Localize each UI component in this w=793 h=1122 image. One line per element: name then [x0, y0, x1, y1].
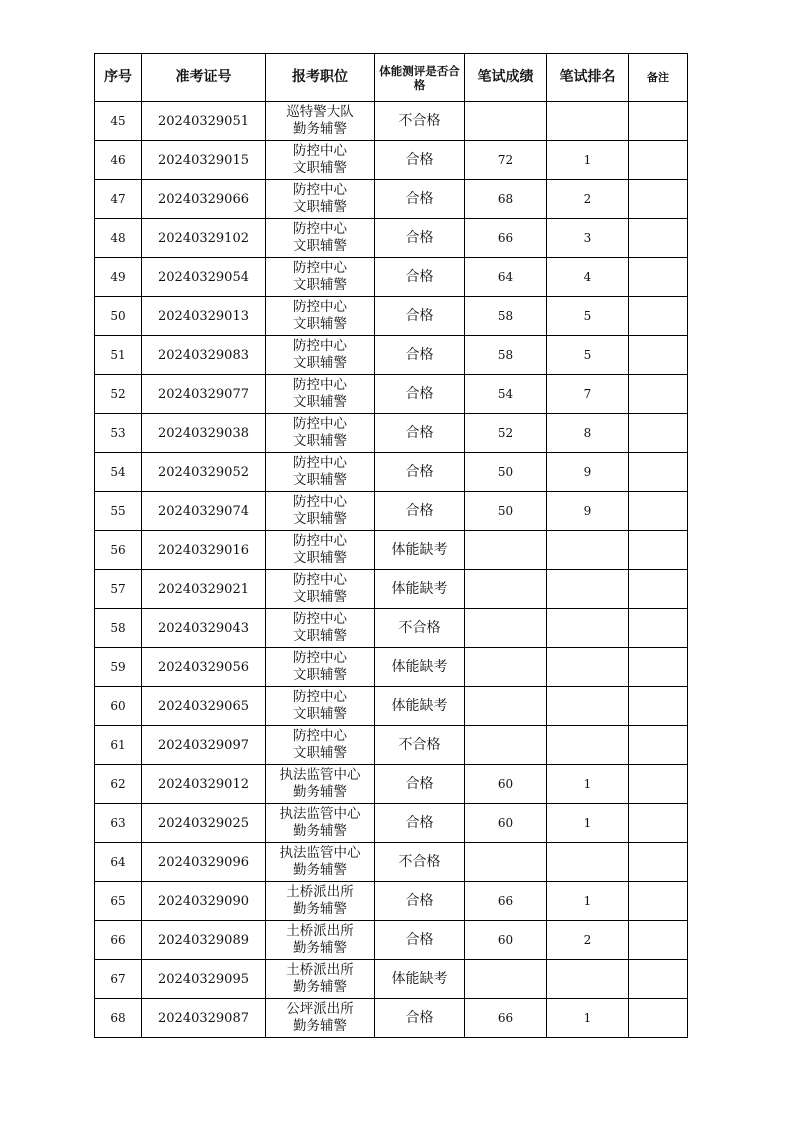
cell-note — [629, 297, 688, 336]
cell-physical: 体能缺考 — [375, 531, 465, 570]
cell-physical: 合格 — [375, 492, 465, 531]
position-role: 文职辅警 — [293, 550, 347, 566]
cell-position — [266, 180, 375, 219]
position-unit: 防控中心 — [293, 416, 347, 432]
cell-note — [629, 219, 688, 258]
cell-note — [629, 843, 688, 882]
cell-position — [266, 882, 375, 921]
cell-exam-id: 20240329051 — [142, 102, 266, 141]
table-row — [95, 375, 688, 414]
cell-position — [266, 531, 375, 570]
cell-rank: 1 — [547, 882, 629, 921]
position-role: 勤务辅警 — [293, 901, 347, 917]
position-unit: 土桥派出所 — [286, 923, 354, 939]
table-row — [95, 804, 688, 843]
cell-rank — [547, 960, 629, 999]
position-role: 勤务辅警 — [293, 121, 347, 137]
cell-rank: 2 — [547, 921, 629, 960]
table-row — [95, 258, 688, 297]
cell-score — [465, 570, 547, 609]
cell-score: 54 — [465, 375, 547, 414]
table-row — [95, 414, 688, 453]
position-unit: 土桥派出所 — [286, 884, 354, 900]
results-table — [94, 53, 688, 1038]
cell-physical: 合格 — [375, 141, 465, 180]
cell-physical: 合格 — [375, 453, 465, 492]
cell-seq: 60 — [95, 687, 142, 726]
cell-note — [629, 531, 688, 570]
table-row — [95, 765, 688, 804]
cell-exam-id: 20240329087 — [142, 999, 266, 1038]
cell-rank — [547, 609, 629, 648]
table-row — [95, 492, 688, 531]
cell-note — [629, 960, 688, 999]
cell-exam-id: 20240329021 — [142, 570, 266, 609]
cell-seq: 45 — [95, 102, 142, 141]
table-row — [95, 570, 688, 609]
cell-exam-id: 20240329077 — [142, 375, 266, 414]
position-unit: 防控中心 — [293, 221, 347, 237]
cell-rank: 9 — [547, 492, 629, 531]
cell-note — [629, 648, 688, 687]
cell-rank: 1 — [547, 804, 629, 843]
cell-exam-id: 20240329052 — [142, 453, 266, 492]
cell-physical: 合格 — [375, 258, 465, 297]
cell-note — [629, 687, 688, 726]
cell-exam-id: 20240329074 — [142, 492, 266, 531]
cell-position — [266, 336, 375, 375]
cell-note — [629, 375, 688, 414]
cell-seq: 54 — [95, 453, 142, 492]
cell-seq: 59 — [95, 648, 142, 687]
cell-physical: 体能缺考 — [375, 570, 465, 609]
cell-physical: 不合格 — [375, 726, 465, 765]
cell-position — [266, 219, 375, 258]
table-row — [95, 141, 688, 180]
cell-score — [465, 609, 547, 648]
cell-position — [266, 843, 375, 882]
cell-physical: 合格 — [375, 375, 465, 414]
cell-rank: 3 — [547, 219, 629, 258]
position-role: 文职辅警 — [293, 706, 347, 722]
position-role: 文职辅警 — [293, 472, 347, 488]
cell-position — [266, 141, 375, 180]
cell-position — [266, 804, 375, 843]
cell-note — [629, 141, 688, 180]
cell-physical: 体能缺考 — [375, 648, 465, 687]
cell-note — [629, 609, 688, 648]
table-row — [95, 960, 688, 999]
table-row — [95, 531, 688, 570]
table-row — [95, 336, 688, 375]
cell-exam-id: 20240329025 — [142, 804, 266, 843]
cell-note — [629, 336, 688, 375]
table-row — [95, 453, 688, 492]
cell-note — [629, 102, 688, 141]
cell-score: 72 — [465, 141, 547, 180]
position-role: 文职辅警 — [293, 589, 347, 605]
table-row — [95, 648, 688, 687]
table-header — [95, 54, 688, 102]
cell-position — [266, 765, 375, 804]
cell-rank — [547, 102, 629, 141]
cell-seq: 64 — [95, 843, 142, 882]
cell-rank: 4 — [547, 258, 629, 297]
cell-physical: 合格 — [375, 414, 465, 453]
cell-score: 58 — [465, 336, 547, 375]
cell-note — [629, 180, 688, 219]
cell-rank — [547, 648, 629, 687]
cell-score: 66 — [465, 882, 547, 921]
cell-rank: 8 — [547, 414, 629, 453]
cell-rank — [547, 726, 629, 765]
cell-exam-id: 20240329015 — [142, 141, 266, 180]
cell-physical: 体能缺考 — [375, 960, 465, 999]
cell-rank: 1 — [547, 999, 629, 1038]
cell-position — [266, 726, 375, 765]
header-exam-id: 准考证号 — [142, 54, 266, 102]
cell-exam-id: 20240329102 — [142, 219, 266, 258]
position-role: 勤务辅警 — [293, 784, 347, 800]
cell-physical: 体能缺考 — [375, 687, 465, 726]
cell-position — [266, 375, 375, 414]
cell-note — [629, 804, 688, 843]
position-role: 文职辅警 — [293, 160, 347, 176]
position-role: 文职辅警 — [293, 394, 347, 410]
position-role: 文职辅警 — [293, 667, 347, 683]
cell-rank: 2 — [547, 180, 629, 219]
position-unit: 防控中心 — [293, 650, 347, 666]
table-body — [95, 102, 688, 1038]
cell-exam-id: 20240329038 — [142, 414, 266, 453]
table-row — [95, 999, 688, 1038]
cell-score — [465, 531, 547, 570]
cell-rank: 5 — [547, 297, 629, 336]
cell-seq: 49 — [95, 258, 142, 297]
cell-exam-id: 20240329095 — [142, 960, 266, 999]
cell-exam-id: 20240329043 — [142, 609, 266, 648]
cell-physical: 合格 — [375, 882, 465, 921]
table-row — [95, 102, 688, 141]
cell-exam-id: 20240329016 — [142, 531, 266, 570]
cell-seq: 67 — [95, 960, 142, 999]
position-role: 文职辅警 — [293, 628, 347, 644]
position-unit: 防控中心 — [293, 299, 347, 315]
cell-exam-id: 20240329097 — [142, 726, 266, 765]
cell-physical: 合格 — [375, 804, 465, 843]
cell-note — [629, 258, 688, 297]
cell-score: 66 — [465, 999, 547, 1038]
cell-rank — [547, 687, 629, 726]
cell-score — [465, 960, 547, 999]
cell-physical: 不合格 — [375, 843, 465, 882]
header-seq: 序号 — [95, 54, 142, 102]
cell-seq: 61 — [95, 726, 142, 765]
position-role: 文职辅警 — [293, 199, 347, 215]
cell-rank — [547, 531, 629, 570]
cell-position — [266, 960, 375, 999]
table-row — [95, 843, 688, 882]
cell-exam-id: 20240329065 — [142, 687, 266, 726]
cell-position — [266, 414, 375, 453]
cell-position — [266, 999, 375, 1038]
table-row — [95, 882, 688, 921]
cell-exam-id: 20240329066 — [142, 180, 266, 219]
cell-note — [629, 453, 688, 492]
cell-note — [629, 882, 688, 921]
cell-position — [266, 492, 375, 531]
cell-seq: 48 — [95, 219, 142, 258]
cell-position — [266, 453, 375, 492]
cell-score: 60 — [465, 765, 547, 804]
position-role: 勤务辅警 — [293, 1018, 347, 1034]
position-role: 文职辅警 — [293, 745, 347, 761]
table-row — [95, 297, 688, 336]
cell-seq: 46 — [95, 141, 142, 180]
cell-position — [266, 687, 375, 726]
cell-position — [266, 258, 375, 297]
position-role: 文职辅警 — [293, 238, 347, 254]
position-role: 文职辅警 — [293, 433, 347, 449]
table-row — [95, 921, 688, 960]
header-physical: 体能测评是否合格 — [375, 54, 465, 102]
cell-note — [629, 492, 688, 531]
cell-exam-id: 20240329056 — [142, 648, 266, 687]
table-row — [95, 609, 688, 648]
cell-note — [629, 921, 688, 960]
position-role: 勤务辅警 — [293, 979, 347, 995]
cell-rank: 9 — [547, 453, 629, 492]
position-role: 文职辅警 — [293, 277, 347, 293]
cell-physical: 合格 — [375, 219, 465, 258]
cell-exam-id: 20240329054 — [142, 258, 266, 297]
cell-exam-id: 20240329012 — [142, 765, 266, 804]
position-unit: 防控中心 — [293, 338, 347, 354]
header-note: 备注 — [629, 54, 688, 102]
cell-rank: 7 — [547, 375, 629, 414]
cell-position — [266, 648, 375, 687]
table-row — [95, 687, 688, 726]
cell-physical: 合格 — [375, 336, 465, 375]
cell-position — [266, 921, 375, 960]
cell-exam-id: 20240329090 — [142, 882, 266, 921]
position-role: 勤务辅警 — [293, 862, 347, 878]
position-role: 文职辅警 — [293, 355, 347, 371]
position-unit: 防控中心 — [293, 182, 347, 198]
cell-physical: 合格 — [375, 297, 465, 336]
header-position: 报考职位 — [266, 54, 375, 102]
header-score: 笔试成绩 — [465, 54, 547, 102]
cell-seq: 50 — [95, 297, 142, 336]
header-row — [95, 54, 688, 102]
position-unit: 土桥派出所 — [286, 962, 354, 978]
position-unit: 防控中心 — [293, 572, 347, 588]
cell-seq: 65 — [95, 882, 142, 921]
cell-exam-id: 20240329013 — [142, 297, 266, 336]
position-unit: 公坪派出所 — [286, 1001, 354, 1017]
table-row — [95, 219, 688, 258]
cell-position — [266, 609, 375, 648]
position-unit: 防控中心 — [293, 611, 347, 627]
cell-score: 50 — [465, 492, 547, 531]
cell-score: 60 — [465, 804, 547, 843]
position-unit: 执法监管中心 — [279, 767, 361, 783]
cell-score: 66 — [465, 219, 547, 258]
position-unit: 防控中心 — [293, 533, 347, 549]
position-role: 文职辅警 — [293, 511, 347, 527]
cell-seq: 57 — [95, 570, 142, 609]
position-unit: 执法监管中心 — [279, 845, 361, 861]
cell-note — [629, 765, 688, 804]
cell-seq: 53 — [95, 414, 142, 453]
cell-note — [629, 726, 688, 765]
cell-score — [465, 648, 547, 687]
cell-score — [465, 102, 547, 141]
cell-exam-id: 20240329096 — [142, 843, 266, 882]
position-role: 文职辅警 — [293, 316, 347, 332]
cell-seq: 62 — [95, 765, 142, 804]
cell-physical: 合格 — [375, 180, 465, 219]
position-unit: 防控中心 — [293, 728, 347, 744]
cell-score: 60 — [465, 921, 547, 960]
cell-seq: 51 — [95, 336, 142, 375]
cell-score: 58 — [465, 297, 547, 336]
cell-rank: 5 — [547, 336, 629, 375]
cell-rank: 1 — [547, 765, 629, 804]
header-rank: 笔试排名 — [547, 54, 629, 102]
cell-score — [465, 843, 547, 882]
cell-physical: 合格 — [375, 921, 465, 960]
position-unit: 防控中心 — [293, 143, 347, 159]
cell-exam-id: 20240329083 — [142, 336, 266, 375]
cell-seq: 55 — [95, 492, 142, 531]
cell-seq: 47 — [95, 180, 142, 219]
cell-score: 68 — [465, 180, 547, 219]
cell-position — [266, 102, 375, 141]
cell-physical: 合格 — [375, 999, 465, 1038]
cell-score: 50 — [465, 453, 547, 492]
cell-seq: 58 — [95, 609, 142, 648]
cell-score: 64 — [465, 258, 547, 297]
position-unit: 巡特警大队 — [286, 104, 354, 120]
position-unit: 防控中心 — [293, 260, 347, 276]
cell-exam-id: 20240329089 — [142, 921, 266, 960]
cell-rank — [547, 843, 629, 882]
cell-physical: 合格 — [375, 765, 465, 804]
position-unit: 防控中心 — [293, 494, 347, 510]
cell-note — [629, 414, 688, 453]
cell-note — [629, 570, 688, 609]
cell-score: 52 — [465, 414, 547, 453]
cell-physical: 不合格 — [375, 609, 465, 648]
cell-rank: 1 — [547, 141, 629, 180]
cell-seq: 52 — [95, 375, 142, 414]
position-unit: 防控中心 — [293, 455, 347, 471]
table-row — [95, 726, 688, 765]
cell-seq: 66 — [95, 921, 142, 960]
cell-position — [266, 297, 375, 336]
cell-note — [629, 999, 688, 1038]
cell-seq: 63 — [95, 804, 142, 843]
cell-position — [266, 570, 375, 609]
cell-seq: 68 — [95, 999, 142, 1038]
cell-seq: 56 — [95, 531, 142, 570]
position-role: 勤务辅警 — [293, 940, 347, 956]
position-role: 勤务辅警 — [293, 823, 347, 839]
cell-score — [465, 687, 547, 726]
position-unit: 执法监管中心 — [279, 806, 361, 822]
cell-score — [465, 726, 547, 765]
cell-physical: 不合格 — [375, 102, 465, 141]
position-unit: 防控中心 — [293, 377, 347, 393]
cell-rank — [547, 570, 629, 609]
table-row — [95, 180, 688, 219]
position-unit: 防控中心 — [293, 689, 347, 705]
